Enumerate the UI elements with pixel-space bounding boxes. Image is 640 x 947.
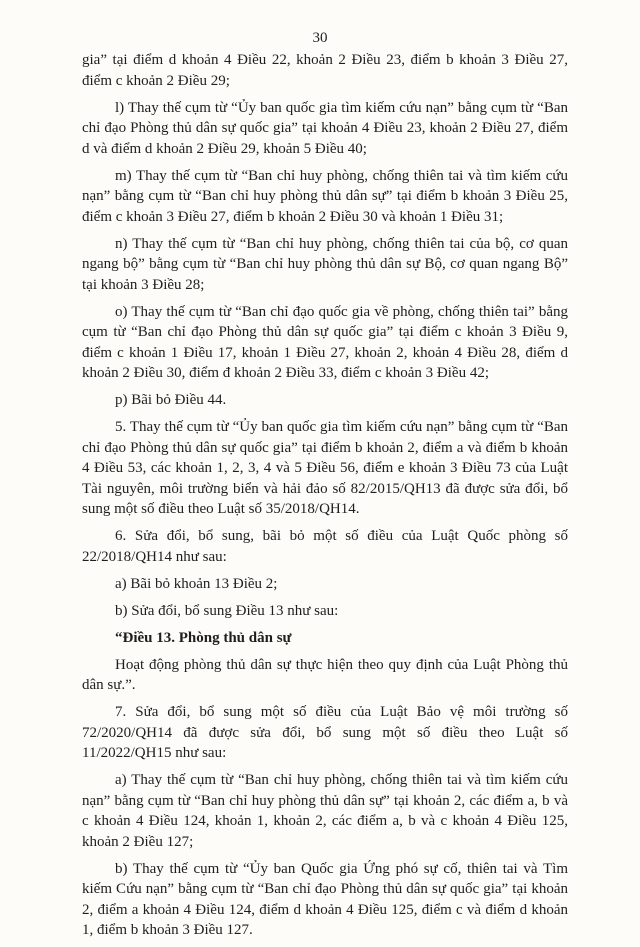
paragraph-clause-6-b: b) Sửa đổi, bổ sung Điều 13 như sau: — [115, 602, 339, 619]
paragraph-clause-5: 5. Thay thế cụm từ “Ủy ban quốc gia tìm kiếm cứu nạn” bằng cụm từ “Ban chỉ đạo Phòng thủ dân sự quốc gia” tại điểm b khoản 2, điểm a và điểm b khoản 4 Điều 53, các khoản 1, 2, 3, 4 và 5 Điều 56, điểm e khoản 3 Điều 73 của Luật Tài nguyên, môi trường biển và hải đảo số 82/2015/QH13 đã được sửa đổi, bổ sung một số điều theo Luật số 35/2018/QH14. — [82, 419, 568, 517]
paragraph-clause-7: 7. Sửa đổi, bổ sung một số điều của Luật Bảo vệ môi trường số 72/2020/QH14 đã được sửa đổi, bổ sung một số điều theo Luật số 11/2022/QH15 như sau: — [82, 704, 568, 761]
article-13-body: Hoạt động phòng thủ dân sự thực hiện theo quy định của Luật Phòng thủ dân sự.”. — [82, 656, 568, 693]
paragraph-item-o: o) Thay thế cụm từ “Ban chỉ đạo quốc gia về phòng, chống thiên tai” bằng cụm từ “Ban chỉ đạo Phòng thủ dân sự quốc gia” tại điểm c khoản 3 Điều 9, điểm c khoản 1 Điều 17, khoản 1 Điều 27, khoản 2, khoản 4 Điều 28, điểm d khoản 2 Điều 30, điểm đ khoản 2 Điều 33, điểm c khoản 3 Điều 42; — [82, 303, 568, 381]
article-13-heading: “Điều 13. Phòng thủ dân sự — [115, 629, 292, 646]
paragraph-clause-6-a: a) Bãi bỏ khoản 13 Điều 2; — [115, 575, 278, 592]
paragraph-clause-7-a: a) Thay thế cụm từ “Ban chỉ huy phòng, chống thiên tai và tìm kiếm cứu nạn” bằng cụm từ “Ban chỉ huy phòng thủ dân sự” tại khoản 2, các điểm a, b và c khoản 4 Điều 124, khoản 1, khoản 2, các điểm a, b và c khoản 4 Điều 125, khoản 2 Điều 127; — [82, 772, 568, 850]
paragraph-item-l: l) Thay thế cụm từ “Ủy ban quốc gia tìm kiếm cứu nạn” bằng cụm từ “Ban chỉ đạo Phòng thủ dân sự quốc gia” tại khoản 4 Điều 23, khoản 2 Điều 27, điểm d và điểm d khoản 2 Điều 29, khoản 5 Điều 40; — [82, 99, 568, 157]
paragraph-clause-6: 6. Sửa đổi, bổ sung, bãi bỏ một số điều của Luật Quốc phòng số 22/2018/QH14 như sau: — [82, 528, 568, 565]
page-number: 30 — [312, 30, 328, 46]
paragraph-item-p: p) Bãi bỏ Điều 44. — [115, 392, 227, 408]
paragraph-item-m: m) Thay thế cụm từ “Ban chỉ huy phòng, chống thiên tai và tìm kiếm cứu nạn” bằng cụm từ “Ban chỉ huy phòng thủ dân sự” tại điểm b khoản 3 Điều 25, điểm c khoản 3 Điều 27, điểm b khoản 2 Điều 30 và khoản 1 Điều 31; — [82, 167, 568, 225]
paragraph-item-n: n) Thay thế cụm từ “Ban chỉ huy phòng, chống thiên tai của bộ, cơ quan ngang bộ” bằng cụm từ “Ban chỉ huy phòng thủ dân sự Bộ, cơ quan ngang Bộ” tại khoản 3 Điều 28; — [82, 235, 568, 293]
paragraph-clause-7-b: b) Thay thế cụm từ “Ủy ban Quốc gia Ứng phó sự cố, thiên tai và Tìm kiếm Cứu nạn” bằng cụm từ “Ban chỉ đạo Phòng thủ dân sự quốc gia” tại khoản 2, điểm a khoản 4 Điều 124, điểm d khoản 4 Điều 125, điểm c và điểm d khoản 1, điểm b khoản 3 Điều 127. — [82, 860, 568, 938]
document-body — [82, 50, 568, 947]
paragraph-continuation: gia” tại điểm d khoản 4 Điều 22, khoản 2 Điều 23, điểm b khoản 3 Điều 27, điểm c khoản 2 Điều 29; — [82, 52, 568, 89]
